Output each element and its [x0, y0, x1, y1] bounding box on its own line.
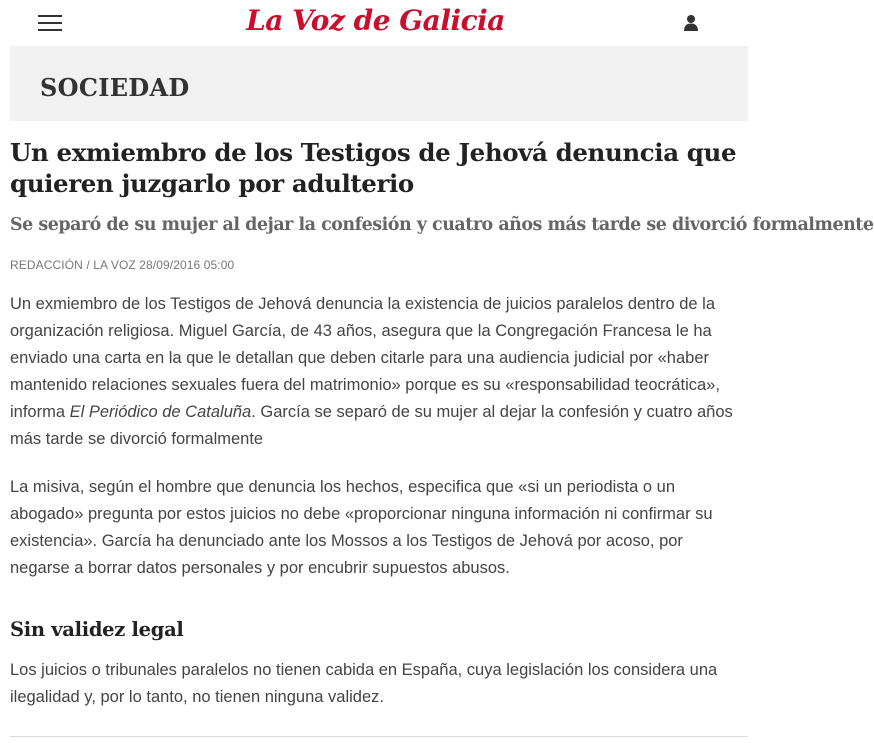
top-bar	[0, 0, 751, 46]
article-subtitle: Sin validez legal	[10, 618, 184, 641]
divider	[10, 736, 748, 737]
section-title[interactable]: SOCIEDAD	[40, 73, 190, 102]
user-icon[interactable]	[683, 14, 699, 32]
article-subheadline: Se separó de su mujer al dejar la confesión y cuatro años más tarde se divorció formalmente	[10, 215, 874, 235]
article-paragraph-3: Los juicios o tribunales paralelos no tienen cabida en España, cuya legislación los considera una ilegalidad y, por lo tanto, no tienen ninguna validez.	[10, 661, 718, 706]
article-headline: Un exmiembro de los Testigos de Jehová denuncia que quieren juzgarlo por adulterio	[10, 138, 737, 198]
article-paragraph-1	[10, 291, 745, 453]
site-logo[interactable]: La Voz de Galicia	[246, 4, 505, 37]
article-paragraph-2: La misiva, según el hombre que denuncia los hechos, especifica que «si un periodista o un abogado» pregunta por estos juicios no debe «proporcionar ninguna información ni confirmar su existencia». García ha denunciado ante los Mossos a los Testigos de Jehová por acoso, por negarse a borrar datos personales y por encubrir supuestos abusos.	[10, 478, 713, 577]
article-byline: REDACCIÓN / LA VOZ 28/09/2016 05:00	[10, 258, 235, 272]
section-banner	[10, 46, 748, 121]
paragraph-1-text-end: . García se separó de su mujer al dejar la confesión y cuatro años más tarde se divorció formalmente	[10, 403, 733, 448]
paragraph-1-text-start: Un exmiembro de los Testigos de Jehová denuncia la existencia de juicios paralelos dentro de la organización religiosa. Miguel García, de 43 años, asegura que la Congregación Francesa le ha enviado una carta en la que le detallan que deben citarle para una audiencia judicial por «haber mantenido relaciones sexuales fuera del matrimonio» porque es su «responsabilidad teocrática», informa	[10, 295, 720, 421]
source-name: El Periódico de Cataluña	[69, 403, 252, 421]
